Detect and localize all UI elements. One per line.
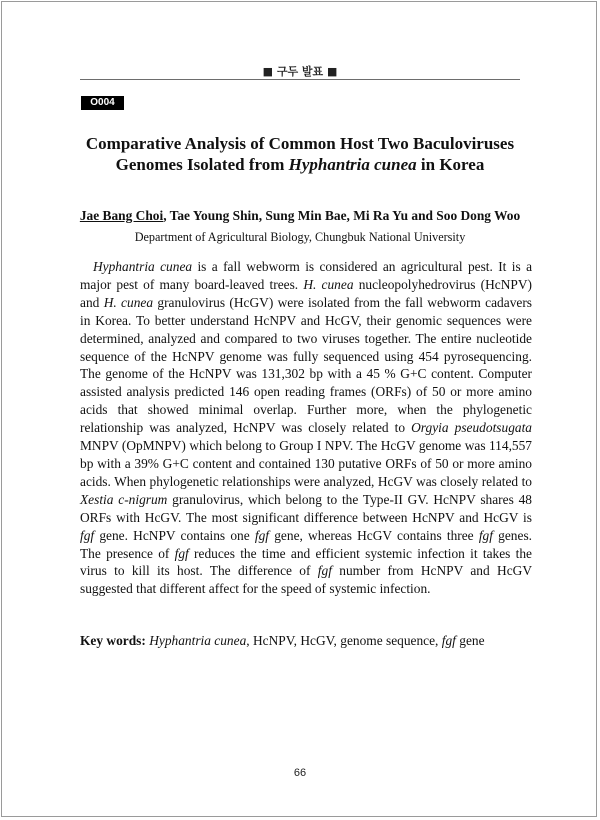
abstract-text: genes. The presence of xyxy=(80,527,533,561)
species-name: Xestia c-nigrum xyxy=(80,491,168,507)
keyword-tail: gene xyxy=(455,633,485,648)
gene-name: fgf xyxy=(254,527,270,543)
header-rule xyxy=(80,79,520,80)
abstract-text: nucleopolyhedrovirus (HcNPV) and xyxy=(80,276,532,310)
co-authors: , Tae Young Shin, Sung Min Bae, Mi Ra Yu and Soo Dong Woo xyxy=(163,208,521,223)
species-name: H. cunea xyxy=(103,294,154,310)
abstract-text: number from HcNPV and HcGV suggested that different affect for the speed of systemic infection. xyxy=(80,563,532,597)
presenting-author: Jae Bang Choi xyxy=(79,208,164,223)
abstract-text: granulovirus (HcGV) were isolated from the fall webworm cadavers in Korea. To better understand HcNPV and HcGV, their genomic sequences were determined, analyzed and compared to two viruses together. The entire nucleotide sequence of the HcNPV genome was fully sequenced using 454 pyrosequencing. The genome of the HcNPV was 131,302 bp with a 45 % G+C content. Computer assisted analysis predicted 146 open reading frames (ORFs) of 50 or more amino acids that showed minimal overlap. Further more, when the phylogenetic relationship was analyzed, HcNPV was closely related to xyxy=(80,294,532,436)
abstract-text: gene. HcNPV contains one xyxy=(94,527,255,543)
abstract-text: gene, whereas HcGV contains three xyxy=(269,527,479,543)
keywords xyxy=(80,632,532,649)
title-line-1: Comparative Analysis of Common Host Two Baculoviruses xyxy=(85,134,515,153)
title-line-2-pre: Genomes Isolated from xyxy=(115,155,289,174)
abstract-text: granulovirus, which belong to the Type-II GV. HcNPV shares 48 ORFs with HcGV. The most significant difference between HcNPV and HcGV is xyxy=(80,491,532,525)
abstract-code-badge: O004 xyxy=(81,96,124,110)
keyword-species: Hyphantria cunea xyxy=(149,633,247,648)
keyword-gene: fgf xyxy=(441,633,456,648)
keyword-list: , HcNPV, HcGV, genome sequence, xyxy=(246,633,442,648)
abstract-text: MNPV (OpMNPV) which belong to Group I NPV. The HcGV genome was 114,557 bp with a 39% G+C content and contained 130 putative ORFs of 50 or more amino acids. When phylogenetic relationships were analyzed, HcGV was closely related to xyxy=(80,438,532,489)
page-number: 66 xyxy=(293,767,307,779)
gene-name: fgf xyxy=(80,527,95,543)
species-name: Orgyia pseudotsugata xyxy=(411,420,532,436)
paper-title xyxy=(60,133,540,175)
gene-name: fgf xyxy=(478,527,493,543)
gene-name: fgf xyxy=(174,545,189,561)
abstract-text: reduces the time and efficient systemic infection it takes the virus to kill its host. The difference of xyxy=(80,545,532,579)
species-name: H. cunea xyxy=(303,276,354,292)
section-header: ■ 구두 발표 ■ xyxy=(262,65,338,78)
affiliation: Department of Agricultural Biology, Chungbuk National University xyxy=(134,230,466,244)
species-name: Hyphantria cunea xyxy=(93,259,193,274)
abstract-text: is a fall webworm is considered an agricultural pest. It is a major pest of many board-leaved trees. xyxy=(80,259,533,292)
author-list xyxy=(60,208,540,224)
abstract-body xyxy=(80,258,532,598)
title-line-2-post: in Korea xyxy=(416,155,485,174)
title-species: Hyphantria cunea xyxy=(288,155,417,174)
gene-name: fgf xyxy=(317,563,332,579)
keywords-label: Key words: xyxy=(80,633,146,648)
abstract-paragraph xyxy=(80,258,532,598)
